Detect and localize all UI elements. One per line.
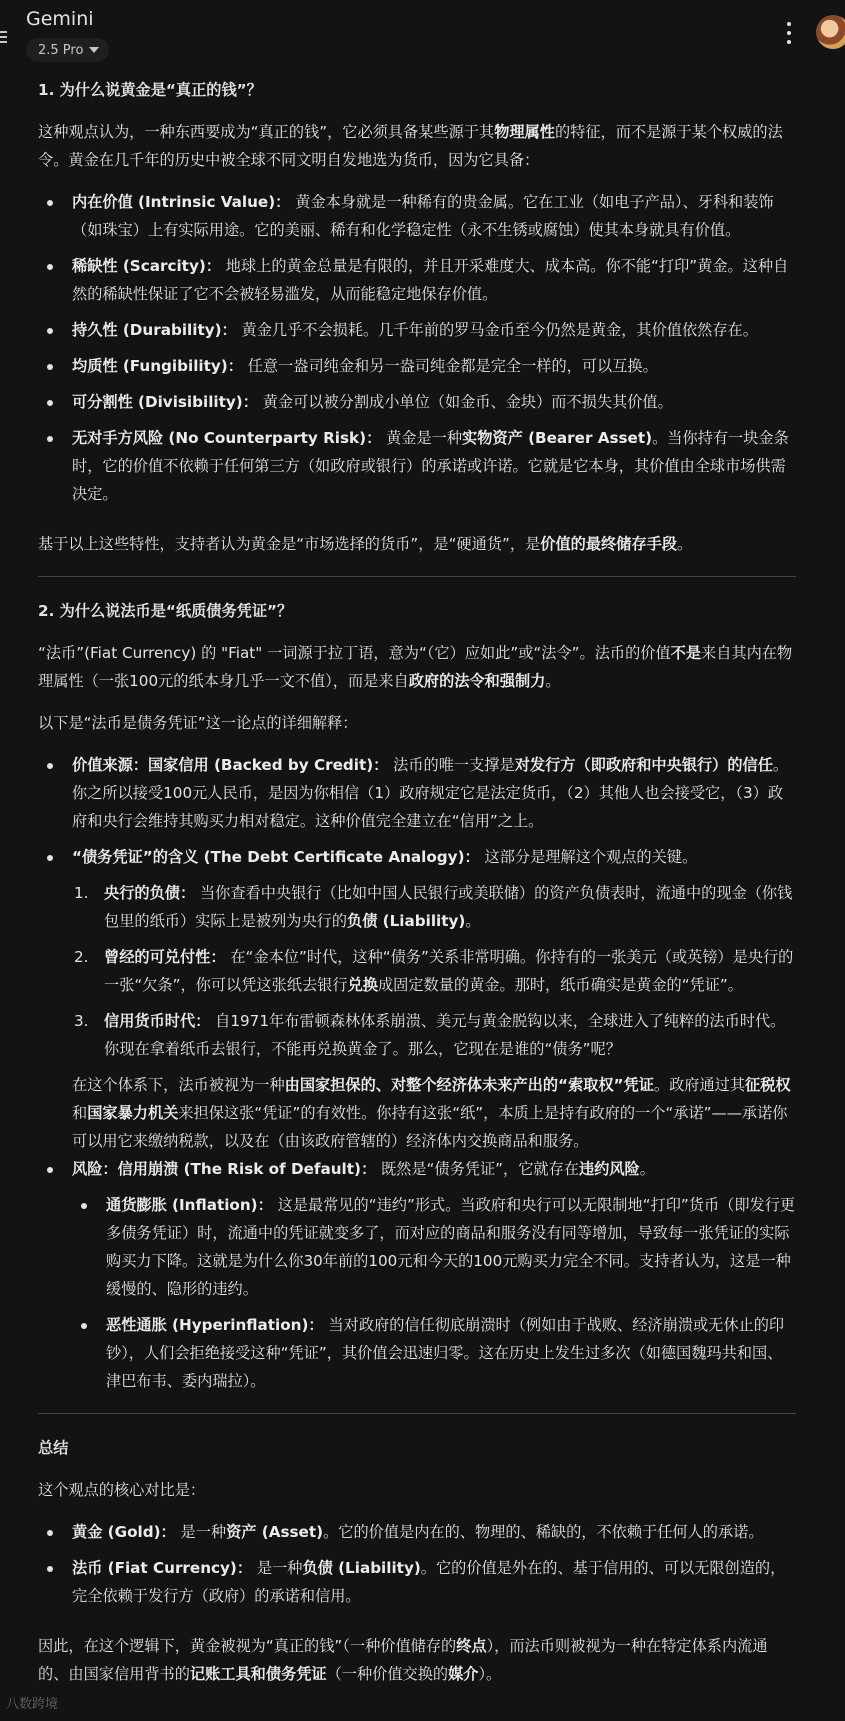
top-bar bbox=[0, 0, 845, 68]
bullet-list bbox=[38, 1155, 796, 1183]
avatar[interactable] bbox=[816, 15, 845, 49]
paragraph: 因此，在这个逻辑下，黄金被视为“真正的钱”（一种价值储存的终点），而法币则被视为一种在特定体系内流通的、由国家信用背书的记账工具和债务凭证（一种价值交换的媒介）。 bbox=[38, 1637, 768, 1683]
list-item: 1. 央行的负债： 当你查看中央银行（比如中国人民银行或美联储）的资产负债表时，流通中的现金（你钱包里的纸币）实际上是被列为央行的负债 (Liability)。 bbox=[74, 884, 793, 930]
paragraph: 这种观点认为，一种东西要成为“真正的钱”，它必须具备某些源于其物理属性的特征，而不是源于某个权威的法令。黄金在几千年的历史中被全球不同文明自发地选为货币，因为它具备： bbox=[38, 123, 783, 169]
section-heading: 1. 为什么说黄金是“真正的钱”？ bbox=[38, 81, 262, 99]
section-heading: 2. 为什么说法币是“纸质债务凭证”？ bbox=[38, 602, 293, 620]
list-item: 可分割性 (Divisibility)： 黄金可以被分割成小单位（如金币、金块）而不损失其价值。 bbox=[38, 388, 796, 416]
bullet-list bbox=[38, 751, 796, 871]
list-item: 通货膨胀 (Inflation)： 这是最常见的“违约”形式。当政府和央行可以无限制地“打印”货币（即发行更多债务凭证）时，流通中的凭证就变多了，而对应的商品和服务没有同等增加，导致每一张凭证的实际购买力下降。这就是为什么你30年前的100元和今天的100元购买力完全不同。支持者认为，这是一种缓慢的、隐形的违约。 bbox=[72, 1191, 796, 1303]
list-item: 黄金 (Gold)： 是一种资产 (Asset)。它的价值是内在的、物理的、稀缺的，不依赖于任何人的承诺。 bbox=[38, 1518, 796, 1546]
bullet-list bbox=[38, 1518, 796, 1610]
app-title: Gemini bbox=[26, 8, 94, 30]
model-selector[interactable] bbox=[26, 38, 109, 62]
list-item: 均质性 (Fungibility)： 任意一盎司纯金和另一盎司纯金都是完全一样的，可以互换。 bbox=[38, 352, 796, 380]
divider bbox=[38, 1413, 796, 1414]
paragraph: “法币”(Fiat Currency) 的 "Fiat" 一词源于拉丁语，意为“（它）应如此”或“法令”。法币的价值不是来自其内在物理属性（一张100元的纸本身几乎一文不值），而是来自政府的法令和强制力。 bbox=[38, 644, 793, 690]
list-item: 内在价值 (Intrinsic Value)： 黄金本身就是一种稀有的贵金属。它在工业（如电子产品）、牙科和装饰（如珠宝）上有实际用途。它的美丽、稀有和化学稳定性（永不生锈或腐蚀）使其本身就具有价值。 bbox=[38, 188, 796, 244]
more-options-icon[interactable] bbox=[783, 22, 795, 44]
numbered-list bbox=[38, 879, 796, 1063]
paragraph: 在这个体系下，法币被视为一种由国家担保的、对整个经济体未来产出的“索取权”凭证。政府通过其征税权和国家暴力机关来担保这张“凭证”的有效性。你持有这张“纸”，本质上是持有政府的一个“承诺”——承诺你可以用它来缴纳税款，以及在（由该政府管辖的）经济体内交换商品和服务。 bbox=[72, 1076, 791, 1150]
list-item: 无对手方风险 (No Counterparty Risk)： 黄金是一种实物资产 (Bearer Asset)。当你持有一块金条时，它的价值不依赖于任何第三方（如政府或银行）的承诺或许诺。它就是它本身，其价值由全球市场供需决定。 bbox=[38, 424, 796, 508]
chevron-down-icon bbox=[89, 47, 99, 53]
list-item: 法币 (Fiat Currency)： 是一种负债 (Liability)。它的价值是外在的、基于信用的、可以无限创造的，完全依赖于发行方（政府）的承诺和信用。 bbox=[38, 1554, 796, 1610]
list-item: 3. 信用货币时代： 自1971年布雷顿森林体系崩溃、美元与黄金脱钩以来，全球进入了纯粹的法币时代。你现在拿着纸币去银行，不能再兑换黄金了。那么，它现在是谁的“债务”呢？ bbox=[74, 1012, 786, 1058]
list-item: 2. 曾经的可兑付性： 在“金本位”时代，这种“债务”关系非常明确。你持有的一张美元（或英镑）是央行的一张“欠条”，你可以凭这张纸去银行兑换成固定数量的黄金。那时，纸币确实是黄金的“凭证”。 bbox=[74, 948, 794, 994]
menu-icon[interactable] bbox=[0, 31, 7, 45]
list-item: “债务凭证”的含义 (The Debt Certificate Analogy)： 这部分是理解这个观点的关键。 bbox=[38, 843, 796, 871]
model-label: 2.5 Pro bbox=[38, 42, 84, 58]
divider bbox=[38, 576, 796, 577]
list-item: 稀缺性 (Scarcity)： 地球上的黄金总量是有限的，并且开采难度大、成本高。你不能“打印”黄金。这种自然的稀缺性保证了它不会被轻易滥发，从而能稳定地保存价值。 bbox=[38, 252, 796, 308]
list-item: 价值来源：国家信用 (Backed by Credit)： 法币的唯一支撑是对发行方（即政府和中央银行）的信任。你之所以接受100元人民币，是因为你相信（1）政府规定它是法定货币，（2）其他人也会接受它，（3）政府和央行会维持其购买力相对稳定。这种价值完全建立在“信用”之上。 bbox=[38, 751, 796, 835]
list-item: 风险：信用崩溃 (The Risk of Default)： 既然是“债务凭证”，它就存在违约风险。 bbox=[38, 1155, 796, 1183]
bullet-list bbox=[38, 188, 796, 508]
bullet-list bbox=[38, 1191, 796, 1395]
section-heading: 总结 bbox=[38, 1439, 69, 1457]
paragraph: 基于以上这些特性，支持者认为黄金是“市场选择的货币”，是“硬通货”，是价值的最终储存手段。 bbox=[38, 535, 693, 553]
paragraph: 以下是“法币是债务凭证”这一论点的详细解释： bbox=[38, 714, 358, 732]
response-content bbox=[38, 76, 796, 1688]
paragraph: 这个观点的核心对比是： bbox=[38, 1481, 206, 1499]
watermark: 八数跨境 bbox=[6, 1697, 59, 1712]
list-item: 恶性通胀 (Hyperinflation)： 当对政府的信任彻底崩溃时（例如由于战败、经济崩溃或无休止的印钞），人们会拒绝接受这种“凭证”，其价值会迅速归零。这在历史上发生过多次（如德国魏玛共和国、津巴布韦、委内瑞拉）。 bbox=[72, 1311, 796, 1395]
list-item: 持久性 (Durability)： 黄金几乎不会损耗。几千年前的罗马金币至今仍然是黄金，其价值依然存在。 bbox=[38, 316, 796, 344]
